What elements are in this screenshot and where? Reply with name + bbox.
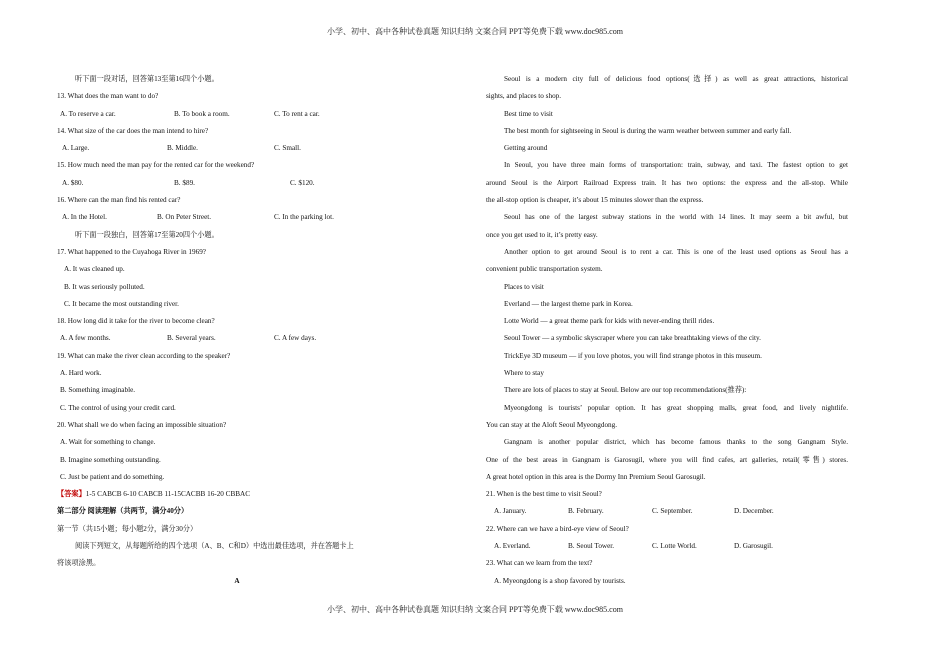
option-c: C. Lotte World.: [652, 542, 697, 551]
heading-getting-around: Getting around: [504, 144, 548, 153]
paragraph-best-time: The best month for sightseeing in Seoul is during the warm weather between summer and early fall.: [504, 126, 792, 135]
option-a: A. $80.: [62, 178, 84, 187]
paragraph-rent-car: Another option to get around Seoul is to rent a car. This is one of the least used options as Seoul has a: [504, 247, 848, 256]
option-c: C. A few days.: [274, 334, 317, 343]
place-seoul-tower: Seoul Tower — a symbolic skyscraper where you can take breathtaking views of the city.: [504, 334, 761, 343]
question-18-options: [57, 330, 417, 347]
option-b: B. On Peter Street.: [157, 213, 212, 222]
question-14-options: [57, 140, 417, 157]
option-b: B. To book a room.: [174, 109, 230, 118]
place-lotte-world: Lotte World — a great theme park for kids with never-ending thrill rides.: [504, 317, 715, 326]
question-15-options: [57, 175, 417, 192]
paragraph-transport-end: the all-stop option is cheaper, it’s about 15 minutes slower than the express.: [486, 196, 704, 205]
option-a: A. To reserve a car.: [60, 109, 116, 118]
option-c: C. Small.: [274, 144, 301, 153]
option-c: C. Just be patient and do something.: [60, 472, 165, 481]
option-c: C. The control of using your credit card.: [60, 403, 176, 412]
option-c: C. In the parking lot.: [274, 213, 334, 222]
question-21: 21. When is the best time to visit Seoul?: [486, 490, 602, 499]
option-d: D. December.: [734, 507, 774, 516]
listening-intro-1: 听下面一段对话，回答第13至第16四个小题。: [75, 75, 219, 83]
place-everland: Everland — the largest theme park in Korea.: [504, 299, 633, 308]
paragraph-intro: Seoul is a modern city full of delicious food options(选择) as well as great attractions, historical: [504, 75, 848, 83]
question-16: 16. Where can the man find his rented car?: [57, 196, 181, 205]
question-15: 15. How much need the man pay for the rented car for the weekend?: [57, 161, 255, 170]
part-2-heading: 第二部分 阅读理解（共两节，满分40分）: [57, 507, 189, 516]
option-a: A. It was cleaned up.: [64, 265, 125, 274]
paragraph-gangnam: Gangnam is another popular district, which has become famous thanks to the song Gangnam Style.: [504, 438, 848, 447]
paragraph-subway-end: once you get used to it, it’s pretty easy.: [486, 230, 598, 239]
option-b: B. Seoul Tower.: [568, 542, 615, 551]
option-a: A. A few months.: [60, 334, 111, 343]
option-d: D. Garosugil.: [734, 542, 773, 551]
answer-key: [57, 486, 417, 503]
question-21-options: [486, 503, 848, 520]
instructions-line-2: 将该项涂黑。: [57, 559, 101, 568]
option-b: B. February.: [568, 507, 604, 516]
question-14: 14. What size of the car does the man intend to hire?: [57, 126, 209, 135]
paragraph-myeongdong: Myeongdong is tourists’ popular option. It has great shopping malls, great food, and lively nightlife.: [504, 403, 848, 412]
heading-places: Places to visit: [504, 282, 544, 291]
question-22-options: [486, 538, 848, 555]
question-19: 19. What can make the river clean according to the speaker?: [57, 351, 231, 360]
option-a: A. Wait for something to change.: [60, 438, 156, 447]
paragraph-rent-car-end: convenient public transportation system.: [486, 265, 603, 274]
option-a: A. Everland.: [494, 542, 531, 551]
option-c: C. To rent a car.: [274, 109, 320, 118]
option-b: B. Something imaginable.: [60, 386, 136, 395]
option-a: A. Hard work.: [60, 369, 102, 378]
option-c: C. It became the most outstanding river.: [64, 299, 179, 308]
option-b: B. It was seriously polluted.: [64, 282, 145, 291]
section-1-heading: 第一节（共15小题；每小题2分，满分30分）: [57, 524, 198, 533]
option-a: A. In the Hotel.: [62, 213, 107, 222]
question-20: 20. What shall we do when facing an impossible situation?: [57, 420, 227, 429]
right-column: [486, 71, 848, 590]
question-23: 23. What can we learn from the text?: [486, 559, 593, 568]
option-a: A. Large.: [62, 144, 90, 153]
paragraph-myeongdong-end: You can stay at the Aloft Seoul Myeongdong.: [486, 420, 618, 429]
passage-label: A: [234, 576, 240, 585]
listening-intro-2: 听下面一段独白，回答第17至第20四个小题。: [75, 230, 219, 239]
left-column: [57, 71, 417, 590]
question-16-options: [57, 209, 417, 226]
page-footer: 小学、初中、高中各种试卷真题 知识归纳 文案合同 PPT等免费下载 www.doc985.com: [327, 605, 623, 614]
question-18: 18. How long did it take for the river to become clean?: [57, 317, 215, 326]
instructions-line-1: 阅读下列短文，从每题所给的四个选项（A、B、C和D）中选出最佳选项，并在答题卡上: [75, 542, 354, 551]
option-a: A. Myeongdong is a shop favored by tourists.: [494, 576, 626, 585]
question-22: 22. Where can we have a bird-eye view of Seoul?: [486, 524, 629, 533]
paragraph-transport-cont: around Seoul is the Airport Railroad Express train. It has two options: the express and the all-stop. While: [486, 178, 848, 187]
option-a: A. January.: [494, 507, 527, 516]
paragraph-subway: Seoul has one of the largest subway stations in the world with 14 lines. It may seem a bit awful, but: [504, 213, 848, 222]
option-c: C. $120.: [290, 178, 315, 187]
heading-where-to-stay: Where to stay: [504, 369, 544, 378]
option-b: B. $89.: [174, 178, 195, 187]
option-b: B. Middle.: [167, 144, 198, 153]
paragraph-transport: In Seoul, you have three main forms of transportation: train, subway, and taxi. The fastest option to get: [504, 161, 848, 170]
option-b: B. Imagine something outstanding.: [60, 455, 161, 464]
question-17: 17. What happened to the Cuyahoga River in 1969?: [57, 247, 206, 256]
answer-tag: 【答案】: [57, 490, 86, 499]
paragraph-stay-intro: There are lots of places to stay at Seoul. Below are our top recommendations(推荐):: [504, 386, 747, 395]
paragraph-intro-cont: sights, and places to shop.: [486, 92, 562, 101]
paragraph-gangnam-cont: One of the best areas in Gangnam is Garosugil, where you will find cafes, art galleries, retail(零售) stores.: [486, 455, 848, 464]
question-13: 13. What does the man want to do?: [57, 92, 159, 101]
option-b: B. Several years.: [167, 334, 216, 343]
option-c: C. September.: [652, 507, 693, 516]
paragraph-gangnam-end: A great hotel option in this area is the Dormy Inn Premium Seoul Garosugil.: [486, 472, 706, 481]
place-trickeye: TrickEye 3D museum — if you love photos, you will find strange photos in this museum.: [504, 351, 762, 360]
question-13-options: [57, 106, 417, 123]
heading-best-time: Best time to visit: [504, 109, 553, 118]
answer-text: 1-5 CABCB 6-10 CABCB 11-15CACBB 16-20 CBBAC: [85, 490, 251, 499]
page-header: 小学、初中、高中各种试卷真题 知识归纳 文案合同 PPT等免费下载 www.doc985.com: [327, 27, 623, 36]
